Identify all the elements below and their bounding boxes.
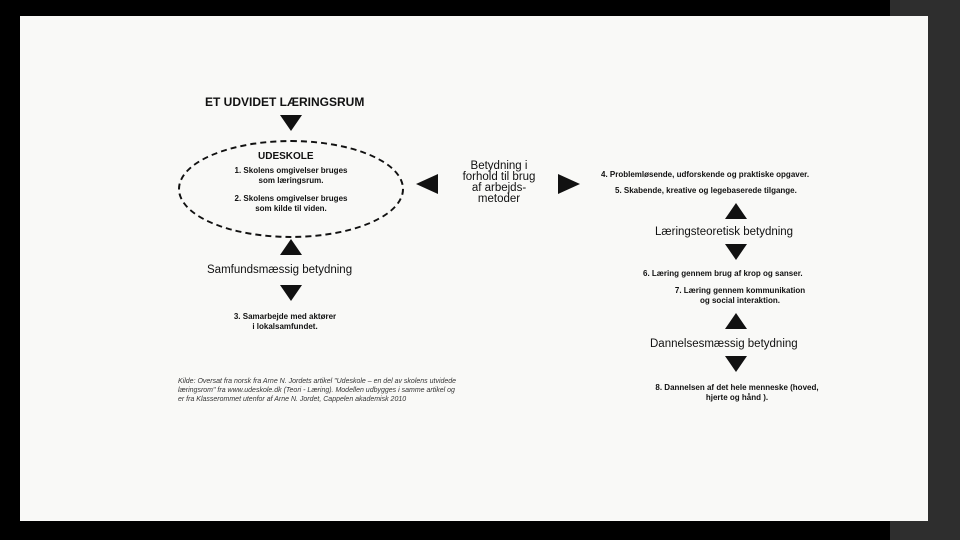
source-line-1: Kilde: Oversat fra norsk fra Arne N. Jordets artikel "Udeskole – en del av skolens utvidede: [178, 378, 457, 385]
source-line-3: er fra Klasserommet utenfor af Arne N. Jordet, Cappelen akademisk 2010: [178, 396, 407, 403]
left-item-3-line-1: 3. Samarbejde med aktører: [233, 312, 337, 321]
source-note: [178, 377, 558, 404]
arrow-up-right-1: [725, 203, 747, 219]
arrow-down-right-1: [725, 244, 747, 260]
udeskole-heading: UDESKOLE: [258, 151, 314, 162]
arrow-right-center: [558, 174, 580, 194]
arrow-down-left: [280, 285, 302, 301]
udeskole-item-1-line-2: som læringsrum.: [258, 176, 324, 185]
arrow-up-right-2: [725, 313, 747, 329]
udeskole-item-1: [216, 166, 366, 186]
right-item-6: 6. Læring gennem brug af krop og sanser.: [643, 269, 803, 278]
diagram-title: ET UDVIDET LÆRINGSRUM: [205, 95, 365, 109]
samfund-label: Samfundsmæssig betydning: [207, 264, 353, 276]
center-label-line-1: Betydning i: [470, 160, 528, 172]
udeskole-item-2: [216, 194, 366, 214]
center-label-line-2: forhold til brug: [462, 171, 536, 183]
center-label: [443, 161, 555, 205]
udeskole-item-2-line-1: 2. Skolens omgivelser bruges: [234, 194, 348, 203]
udeskole-item-2-line-2: som kilde til viden.: [255, 204, 327, 213]
arrow-left-center: [416, 174, 438, 194]
left-item-3-line-2: i lokalsamfundet.: [252, 322, 318, 331]
left-item-3: [210, 312, 360, 332]
center-label-line-4: metoder: [477, 193, 521, 205]
right-item-7: [650, 286, 830, 306]
right-item-7-line-1: 7. Læring gennem kommunikation: [674, 286, 806, 295]
right-item-5: 5. Skabende, kreative og legebaserede tilgange.: [615, 186, 797, 195]
dannelse-label: Dannelsesmæssig betydning: [650, 338, 798, 350]
arrow-down-right-2: [725, 356, 747, 372]
right-item-8-line-2: hjerte og hånd ).: [705, 393, 769, 402]
right-item-8: [622, 383, 852, 403]
arrow-down-title: [280, 115, 302, 131]
right-item-7-line-2: og social interaktion.: [699, 296, 780, 305]
center-label-line-3: af arbejds-: [471, 182, 527, 194]
source-line-2: læringsrom" fra www.udeskole.dk (Teori - Læring). Modellen udbygges i samme artikel og: [178, 387, 455, 394]
right-item-4: 4. Problemløsende, udforskende og praktiske opgaver.: [601, 170, 810, 179]
right-item-8-line-1: 8. Dannelsen af det hele menneske (hoved,: [655, 383, 819, 392]
udeskole-item-1-line-1: 1. Skolens omgivelser bruges: [234, 166, 348, 175]
laeringsteoretisk-label: Læringsteoretisk betydning: [655, 226, 794, 238]
arrow-up-left: [280, 239, 302, 255]
